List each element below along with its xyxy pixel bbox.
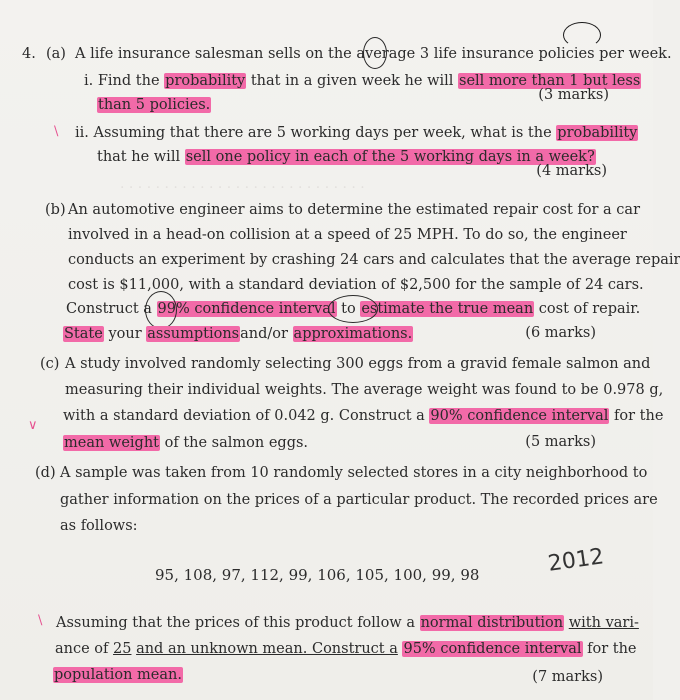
highlight-state: State: [64, 326, 103, 342]
highlight-99-ci: 99% confidence interval: [157, 301, 336, 317]
part-a-label: (a): [46, 46, 66, 62]
pen-circle: [363, 37, 387, 69]
highlight-probability-2: probability: [557, 125, 638, 141]
highlight-90-ci: 90% confidence interval: [430, 408, 609, 424]
part-d-line5: ance of 25 and an unknown mean. Construct a 95% confidence interval for the: [55, 641, 637, 657]
part-a-i-line2: [97, 95, 211, 115]
part-c-line1: A study involved randomly selecting 300 eggs from a gravid female salmon and: [65, 356, 651, 372]
highlight-mean-weight: mean weight: [64, 435, 160, 451]
part-a-i-line1: i. Find the probability that in a given week he will sell more than 1 but less: [84, 73, 641, 89]
highlight-than-5: than 5 policies.: [98, 97, 211, 113]
marks-c: (5 marks): [525, 434, 596, 450]
highlight-sell-more: sell more than 1 but less: [459, 73, 641, 89]
part-d-label: (d): [35, 465, 56, 481]
part-b-line4: cost is $11,000, with a standard deviation of $2,500 for the sample of 24 cars.: [68, 277, 644, 293]
highlight-95-ci: 95% confidence interval: [403, 641, 582, 657]
question-number: 4.: [22, 46, 36, 62]
pen-mark: ∨: [28, 418, 38, 433]
pen-mark: \: [38, 613, 43, 628]
marks-a-ii: (4 marks): [536, 163, 607, 179]
marks-a-i: (3 marks): [538, 87, 609, 103]
pen-circle: [328, 295, 378, 323]
part-d-line4: Assuming that the prices of this product follow a normal distribution with vari-: [56, 615, 639, 631]
highlight-approximations: approximations.: [293, 326, 413, 342]
underline-25: 25: [113, 641, 132, 657]
handwritten-note: 2012: [546, 544, 606, 577]
part-d-line2: gather information on the prices of a particular product. The recorded prices are: [60, 492, 658, 508]
part-b-line2: involved in a head-on collision at a speed of 25 MPH. To do so, the engineer: [68, 227, 627, 243]
part-a-stem: A life insurance salesman sells on the average 3 life insurance policies per week.: [75, 46, 672, 62]
part-c-line4: mean weight of the salmon eggs.: [64, 435, 309, 451]
bleed-through-text: · · · · · · · · · · · · · · · · · · · · · · · · · · · ·: [120, 180, 365, 196]
highlight-normal-distribution: normal distribution: [420, 615, 564, 631]
part-b-label: (b): [45, 202, 66, 218]
marks-b: (6 marks): [525, 325, 596, 341]
part-a-ii-line2: that he will sell one policy in each of the 5 working days in a week?: [97, 149, 595, 165]
price-data: 95, 108, 97, 112, 99, 106, 105, 100, 99, 98: [155, 566, 480, 584]
part-d-line6: [53, 665, 183, 685]
highlight-assumptions: assumptions: [147, 326, 240, 342]
highlight-sell-one: sell one policy in each of the 5 working days in a week?: [185, 149, 595, 165]
part-c-line2: measuring their individual weights. The average weight was found to be 0.978 g,: [65, 382, 664, 398]
part-d-line3: as follows:: [60, 518, 138, 534]
part-c-line3: with a standard deviation of 0.042 g. Construct a 90% confidence interval for the: [63, 408, 664, 424]
highlight-true-mean: estimate the true mean: [361, 301, 534, 317]
highlight-probability: probability: [165, 73, 246, 89]
part-a-ii-line1: ii. Assuming that there are 5 working days per week, what is the probability: [75, 125, 638, 141]
part-d-line1: A sample was taken from 10 randomly selected stores in a city neighborhood to: [60, 465, 648, 481]
part-b-line3: conducts an experiment by crashing 24 cars and calculates that the average repair: [68, 252, 680, 268]
word-your: your: [108, 326, 142, 342]
circled-number: 3: [419, 46, 430, 62]
part-b-line1: An automotive engineer aims to determine the estimated repair cost for a car: [68, 202, 640, 218]
part-b-line5: Construct a 99% confidence interval to estimate the true mean cost of repair.: [66, 301, 641, 317]
pen-mark: \: [54, 124, 59, 139]
marks-d: (7 marks): [532, 669, 603, 685]
highlight-population-mean: population mean.: [54, 667, 182, 683]
pen-circle: [563, 22, 601, 48]
part-b-line6: State your assumptionsand/or approximations.: [64, 326, 413, 342]
part-c-label: (c): [40, 356, 60, 372]
